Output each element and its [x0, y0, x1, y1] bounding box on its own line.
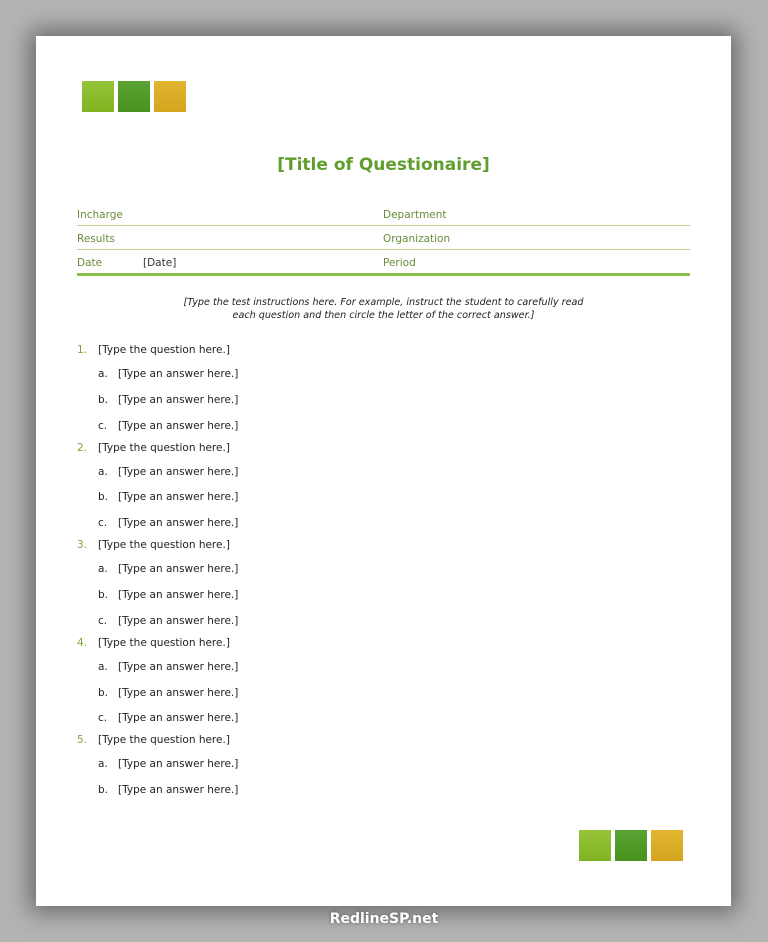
answer-letter: a.: [98, 563, 108, 576]
answer-text[interactable]: [Type an answer here.]: [118, 517, 239, 530]
answer-letter: c.: [98, 614, 108, 627]
gold-square-icon: [651, 830, 683, 861]
answer-letter: b.: [98, 491, 109, 504]
answer-letter: b.: [98, 588, 109, 601]
answer-text[interactable]: [Type an answer here.]: [118, 588, 239, 601]
department-label: Department: [383, 209, 447, 221]
answer-letter: b.: [98, 393, 109, 406]
answer-text[interactable]: [Type an answer here.]: [118, 393, 239, 406]
answer-text[interactable]: [Type an answer here.]: [118, 712, 239, 725]
answer-letter: c.: [98, 517, 108, 530]
answer-letter: a.: [98, 465, 108, 478]
info-row-date: [77, 250, 690, 276]
question-number: 4.: [77, 636, 88, 649]
answer-text[interactable]: [Type an answer here.]: [118, 368, 239, 380]
answer-text[interactable]: [Type an answer here.]: [118, 784, 239, 797]
answer-letter: a.: [98, 758, 108, 771]
question-text[interactable]: [Type the question here.]: [98, 344, 230, 356]
date-label: Date: [77, 257, 103, 269]
question-number: 1.: [77, 344, 88, 356]
answer-text[interactable]: [Type an answer here.]: [118, 758, 239, 771]
test-instructions: [36, 296, 731, 322]
header-color-squares: [82, 81, 186, 112]
organization-label: Organization: [383, 233, 451, 245]
answer-text[interactable]: [Type an answer here.]: [118, 614, 239, 627]
info-row-results: [77, 226, 690, 250]
answer-letter: a.: [98, 660, 108, 673]
question-number: 5.: [77, 734, 88, 747]
gold-square-icon: [154, 81, 186, 112]
question-number: 2.: [77, 441, 88, 454]
answer-text[interactable]: [Type an answer here.]: [118, 563, 239, 576]
info-row-incharge: [77, 202, 690, 226]
answer-text[interactable]: [Type an answer here.]: [118, 491, 239, 504]
light-green-square-icon: [579, 830, 611, 861]
answer-text[interactable]: [Type an answer here.]: [118, 686, 239, 699]
period-label: Period: [383, 257, 416, 269]
document-page: [36, 36, 731, 906]
answer-letter: b.: [98, 686, 109, 699]
date-value[interactable]: [Date]: [143, 257, 177, 269]
questionnaire-title: [Title of Questionaire]: [277, 155, 490, 175]
instructions-line-1: [Type the test instructions here. For example, instruct the student to carefully read: [183, 297, 584, 308]
answer-letter: a.: [98, 368, 108, 380]
answer-letter: c.: [98, 712, 108, 725]
answer-text[interactable]: [Type an answer here.]: [118, 419, 239, 432]
question-text[interactable]: [Type the question here.]: [98, 636, 230, 649]
question-item: [77, 342, 677, 440]
question-item: [77, 635, 677, 733]
question-text[interactable]: [Type the question here.]: [98, 539, 230, 552]
answer-text[interactable]: [Type an answer here.]: [118, 465, 239, 478]
question-item: [77, 440, 677, 538]
footer-color-squares: [579, 830, 683, 861]
question-list: [77, 342, 677, 810]
info-table: [77, 202, 690, 276]
instructions-line-2: each question and then circle the letter of the correct answer.]: [232, 310, 535, 321]
answer-letter: b.: [98, 784, 109, 797]
dark-green-square-icon: [615, 830, 647, 861]
incharge-label: Incharge: [77, 209, 123, 221]
results-label: Results: [77, 233, 115, 245]
answer-text[interactable]: [Type an answer here.]: [118, 660, 239, 673]
question-number: 3.: [77, 539, 88, 552]
question-item: [77, 732, 677, 810]
watermark-text: RedlineSP.net: [329, 911, 439, 927]
dark-green-square-icon: [118, 81, 150, 112]
light-green-square-icon: [82, 81, 114, 112]
question-item: [77, 537, 677, 635]
answer-letter: c.: [98, 419, 108, 432]
question-text[interactable]: [Type the question here.]: [98, 441, 230, 454]
question-text[interactable]: [Type the question here.]: [98, 734, 230, 747]
